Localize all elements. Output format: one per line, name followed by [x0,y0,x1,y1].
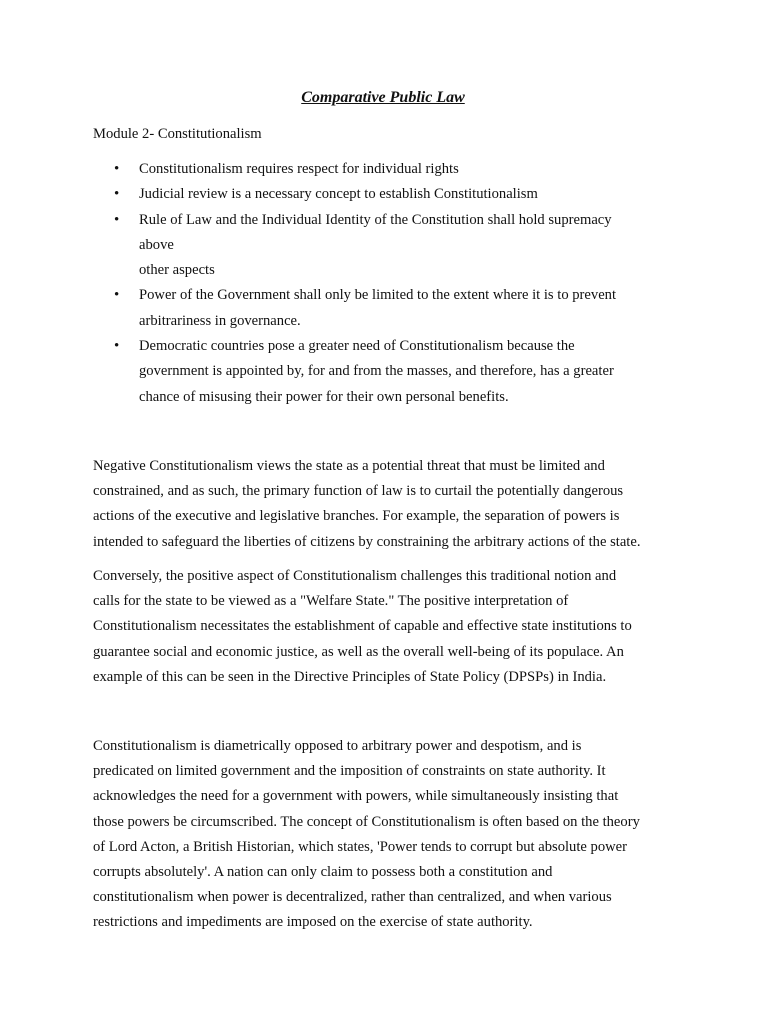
bullet-line: • Power of the Government shall only be limited to the extent where it is to prevent [139,287,617,304]
bullet-line: • Judicial review is a necessary concept to establish Constitutionalism [139,186,538,203]
bullet-item [93,283,653,334]
bullet-item [93,334,653,410]
module-heading: Module 2- Constitutionalism [93,126,262,142]
paragraph-line: Conversely, the positive aspect of Constitutionalism challenges this traditional notion and [93,568,617,584]
paragraph-limited-government [93,734,683,936]
bullet-line: other aspects [139,262,215,279]
paragraph-line: Constitutionalism is diametrically opposed to arbitrary power and despotism, and is [93,738,582,754]
bullet-list [93,157,653,410]
paragraph-line: example of this can be seen in the Directive Principles of State Policy (DPSPs) in India. [93,668,607,685]
bullet-line: • Constitutionalism requires respect for individual rights [139,161,459,177]
bullet-line: • Democratic countries pose a greater need of Constitutionalism because the [139,338,575,355]
paragraph-line: actions of the executive and legislative branches. For example, the separation of powers is [93,508,620,525]
bullet-line: • Rule of Law and the Individual Identity of the Constitution shall hold supremacy [139,211,612,228]
bullet-item [93,208,653,284]
document-title: Comparative Public Law [301,89,465,106]
paragraph-negative-constitutionalism [93,454,683,555]
paragraph-line: Constitutionalism necessitates the establishment of capable and effective state institutions to [93,618,632,635]
bullet-line: chance of misusing their power for their own personal benefits. [139,388,509,405]
bullet-item [93,182,653,207]
paragraph-line: corrupts absolutely'. A nation can only claim to possess both a constitution and [93,864,553,881]
paragraph-positive-constitutionalism [93,564,683,690]
paragraph-line: predicated on limited government and the imposition of constraints on state authority. It [93,763,606,780]
paragraph-line: restrictions and impediments are imposed on the exercise of state authority. [93,914,533,931]
paragraph-line: intended to safeguard the liberties of citizens by constraining the arbitrary actions of the state. [93,533,641,550]
paragraph-line: acknowledges the need for a government with powers, while simultaneously insisting that [93,788,619,805]
paragraph-line: constrained, and as such, the primary function of law is to curtail the potentially dangerous [93,483,624,500]
paragraph-line: Negative Constitutionalism views the state as a potential threat that must be limited and [93,458,605,474]
bullet-line: government is appointed by, for and from the masses, and therefore, has a greater [139,363,614,380]
paragraph-line: of Lord Acton, a British Historian, which states, 'Power tends to corrupt but absolute power [93,838,627,855]
paragraph-line: those powers be circumscribed. The concept of Constitutionalism is often based on the theory [93,813,640,830]
bullet-line: above [139,236,174,253]
bullet-item [93,157,653,182]
bullet-line: arbitrariness in governance. [139,312,301,329]
paragraph-line: guarantee social and economic justice, as well as the overall well-being of its populace. An [93,643,624,660]
paragraph-line: constitutionalism when power is decentralized, rather than centralized, and when various [93,889,612,906]
paragraph-line: calls for the state to be viewed as a "Welfare State." The positive interpretation of [93,593,569,610]
